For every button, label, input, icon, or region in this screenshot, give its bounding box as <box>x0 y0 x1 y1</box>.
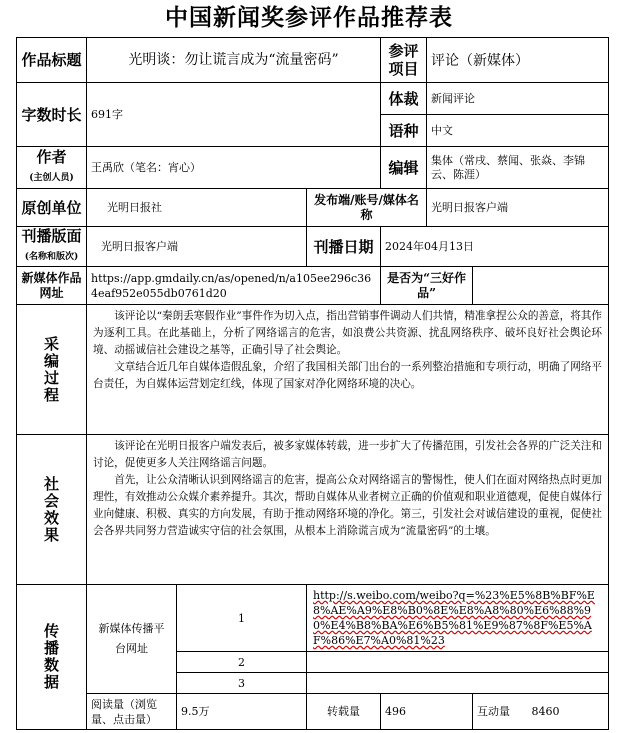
layout-label-sub: (名称和版次) <box>24 252 79 262</box>
interactions-value: 8460 <box>531 704 560 718</box>
process-paragraph: 文章结合近几年自媒体造假乱象，介绍了我国相关部门出台的一系列整治措施和专项行动，明确了网络平台责任，为自媒体运营划定红线，体现了国家对净化网络环境的决心。 <box>93 361 603 390</box>
page-title: 中国新闻奖参评作品推荐表 <box>165 4 453 31</box>
three-good-label: 是否为“三好作品” <box>381 267 473 305</box>
layout-label: 刊播版面 <box>21 227 82 245</box>
date-label: 刊播日期 <box>307 227 381 267</box>
spread-label-char: 数 <box>43 656 59 674</box>
author-label-sub: (主创人员) <box>29 173 74 183</box>
platform-label: 新媒体传播平台网址 <box>87 585 177 694</box>
process-content <box>87 305 609 435</box>
language-label: 语种 <box>381 115 427 147</box>
publisher-label: 发布端/账号/媒体名称 <box>307 189 427 227</box>
genre-value: 新闻评论 <box>427 83 609 115</box>
editor-label: 编辑 <box>381 147 427 189</box>
recommendation-form <box>16 37 609 730</box>
genre-label: 体裁 <box>381 83 427 115</box>
platform-url[interactable] <box>307 652 609 673</box>
publisher-value: 光明日报客户端 <box>427 189 609 227</box>
reads-value: 9.5万 <box>177 694 307 730</box>
work-title-label: 作品标题 <box>17 38 87 83</box>
process-label-char: 过 <box>43 368 59 387</box>
process-label <box>17 305 87 435</box>
effect-label-char: 果 <box>43 525 59 544</box>
effect-content <box>87 435 609 585</box>
effect-label-char: 社 <box>43 474 59 493</box>
work-title: 光明谈：勿让谎言成为“流量密码” <box>87 38 381 83</box>
platform-url-text[interactable]: http://s.weibo.com/weibo?q=%23%E5%8B%BF%E8%AE%A9%E8%B0%8E%E8%A8%80%E6%88%90%E4%B8%BA%E6%B5%81%E9%87%8F%E5%AF%86%E7%A0%81%23 <box>313 589 595 647</box>
language-value: 中文 <box>427 115 609 147</box>
reads-label: 阅读量（浏览量、点击量） <box>87 694 177 730</box>
platform-row-number: 2 <box>177 652 307 673</box>
spread-label-char: 播 <box>43 639 59 657</box>
url-label: 新媒体作品网址 <box>17 267 87 305</box>
interactions-cell <box>473 694 609 730</box>
category-value: 评论（新媒体） <box>427 38 609 83</box>
platform-url[interactable] <box>307 673 609 694</box>
process-paragraph: 该评论以“秦朗丢寒假作业”事件作为切入点，指出营销事件调动人们共情，精准拿捏公众的善意，将其作为逐利工具。在此基础上，分析了网络谣言的危害，如浪费公共资源、扰乱网络秩序、破坏良好社会舆论环境、动摇诚信社会建设之基等，正确引导了社会舆论。 <box>93 310 603 356</box>
length-value: 691字 <box>87 83 381 147</box>
spread-label-char: 据 <box>43 673 59 691</box>
effect-paragraph: 首先，让公众清晰认识到网络谣言的危害，提高公众对网络谣言的警惕性，使人们在面对网络热点时更加理性，有效推动公众媒介素养提升。其次，帮助自媒体从业者树立正确的价值观和职业道德观，促使自媒体行业向健康、积极、真实的方向发展，有助于推动网络环境的净化。第三，引发社会对诚信建设的重视，促使社会各界共同努力营造诚实守信的社会氛围，从根本上消除谎言成为“流量密码”的土壤。 <box>93 474 603 537</box>
platform-row-number: 1 <box>177 585 307 652</box>
process-label-char: 编 <box>43 351 59 370</box>
three-good-value <box>473 267 609 305</box>
layout-label-cell <box>17 227 87 267</box>
effect-label-char: 会 <box>43 491 59 510</box>
spread-label-char: 传 <box>43 622 59 640</box>
effect-label-char: 效 <box>43 508 59 527</box>
platform-url[interactable] <box>307 585 609 652</box>
process-label-char: 程 <box>43 385 59 404</box>
author-label: 作者 <box>36 148 67 166</box>
layout-value: 光明日报客户端 <box>87 227 307 267</box>
unit-value: 光明日报社 <box>87 189 307 227</box>
reposts-value: 496 <box>381 694 473 730</box>
author-label-cell <box>17 147 87 189</box>
platform-row-number: 3 <box>177 673 307 694</box>
interactions-label: 互动量 <box>477 704 511 718</box>
editor-value: 集体（常戌、蔡闻、张焱、李锦云、陈涯） <box>427 147 609 189</box>
effect-paragraph: 该评论在光明日报客户端发表后，被多家媒体转载，进一步扩大了传播范围，引发社会各界的广泛关注和讨论，促使更多人关注网络谣言问题。 <box>93 440 603 469</box>
category-label: 参评项目 <box>381 38 427 83</box>
reposts-label: 转载量 <box>307 694 381 730</box>
process-label-char: 采 <box>43 334 59 353</box>
length-label: 字数时长 <box>17 83 87 147</box>
author-value: 王禹欣（笔名：宵心） <box>87 147 381 189</box>
unit-label: 原创单位 <box>17 189 87 227</box>
date-value: 2024年04月13日 <box>381 227 609 267</box>
effect-label <box>17 435 87 585</box>
work-url[interactable]: https://app.gmdaily.cn/as/opened/n/a105ee296c364eaf952e055db0761d20 <box>87 267 381 305</box>
spread-label <box>17 585 87 730</box>
